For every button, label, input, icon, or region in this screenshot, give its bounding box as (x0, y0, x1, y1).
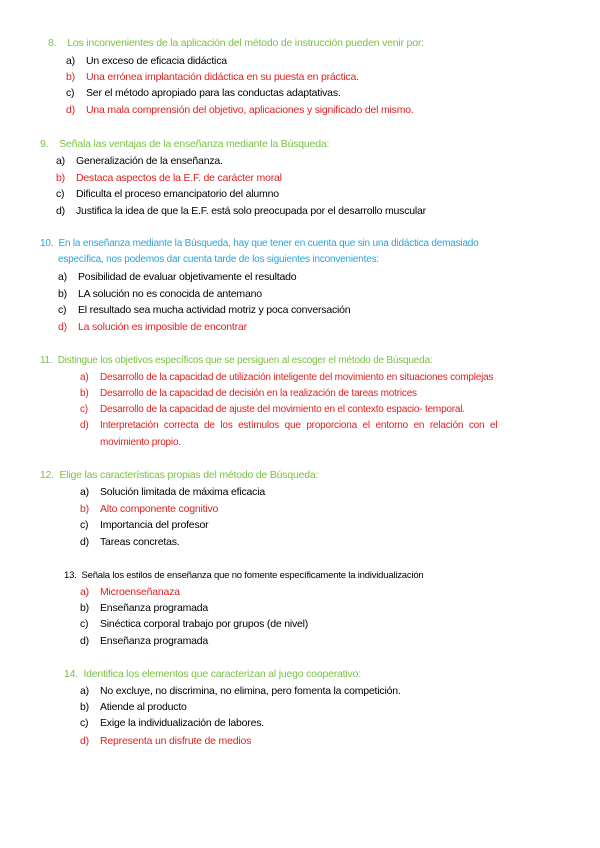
option-letter: b) (56, 172, 65, 184)
option-letter: a) (80, 372, 89, 383)
option-letter: c) (56, 188, 65, 200)
option-text: Solución limitada de máxima eficacia (100, 486, 265, 498)
question-text: Los inconvenientes de la aplicación del método de instrucción pueden venir por: (67, 37, 424, 49)
option-letter: d) (58, 321, 67, 333)
option-letter: a) (80, 486, 89, 498)
question-text-line2: específica, nos podemos dar cuenta tarde de los siguientes inconvenientes: (58, 254, 379, 265)
option-letter: c) (80, 717, 89, 729)
option-letter: c) (66, 87, 75, 99)
question-number: 14. (64, 668, 78, 680)
option-text: Un exceso de eficacia didáctica (86, 55, 227, 67)
option-letter: b) (80, 388, 89, 399)
option-letter: b) (80, 701, 89, 713)
question-number: 12. (40, 469, 54, 481)
option-text: LA solución no es conocida de antemano (78, 288, 262, 300)
option-letter: d) (80, 420, 89, 431)
option-letter: d) (66, 104, 75, 116)
option-text-line2: movimiento propio. (100, 437, 181, 448)
question-10-heading (40, 238, 479, 249)
option-letter: c) (58, 304, 67, 316)
option-letter: b) (58, 288, 67, 300)
option-letter: a) (58, 271, 67, 283)
question-12-heading (40, 469, 318, 481)
option-text: Tareas concretas. (100, 536, 180, 548)
question-number: 8. (48, 37, 57, 49)
option-text: Importancia del profesor (100, 519, 209, 531)
option-text: El resultado sea mucha actividad motriz y poca conversación (78, 304, 351, 316)
question-number: 10. (40, 238, 54, 249)
option-text: Posibilidad de evaluar objetivamente el resultado (78, 271, 297, 283)
option-text: La solución es imposible de encontrar (78, 321, 247, 333)
question-text: Distingue los objetivos específicos que se persiguen al escoger el método de Búsqueda: (57, 355, 433, 366)
question-number: 11. (40, 355, 53, 366)
question-text-line1: En la enseñanza mediante la Búsqueda, hay que tener en cuenta que sin una didáctica demasiado (58, 238, 479, 249)
option-text: Desarrollo de la capacidad de utilización inteligente del movimiento en situaciones complejas (100, 372, 494, 383)
option-letter: b) (80, 602, 89, 614)
option-text: Justifica la idea de que la E.F. está solo preocupada por el desarrollo muscular (76, 205, 426, 217)
option-text: Microenseñanaza (100, 586, 180, 598)
option-text: Enseñanza programada (100, 602, 209, 614)
option-text: Ser el método apropiado para las conductas adaptativas. (86, 87, 341, 99)
option-letter: c) (80, 519, 89, 531)
question-14-heading (64, 668, 361, 680)
question-13-heading (64, 570, 424, 581)
option-letter: a) (56, 155, 65, 167)
option-letter: d) (56, 205, 65, 217)
question-8-heading (48, 37, 424, 49)
option-letter: d) (80, 536, 89, 548)
question-10-heading-cont (58, 254, 379, 265)
option-text: Alto componente cognitivo (100, 503, 219, 515)
option-letter: a) (66, 55, 75, 67)
option-text: Dificulta el proceso emancipatorio del alumno (76, 188, 279, 200)
option-text: Exige la individualización de labores. (100, 717, 265, 729)
option-letter: b) (66, 71, 75, 83)
option-text: Una errónea implantación didáctica en su puesta en práctica. (86, 71, 359, 83)
option-text-line1: Interpretación correcta de los estímulos que proporciona el entorno en relación con el (100, 420, 498, 431)
option-text: Representa un disfrute de medios (100, 735, 252, 747)
option-letter: c) (80, 618, 89, 630)
option-letter: d) (80, 735, 89, 747)
option-text: Una mala comprensión del objetivo, aplicaciones y significado del mismo. (86, 104, 414, 116)
option-text: Atiende al producto (100, 701, 187, 713)
option-text: Generalización de la enseñanza. (76, 155, 223, 167)
option-letter: b) (80, 503, 89, 515)
question-number: 9. (40, 138, 49, 150)
option-text: Destaca aspectos de la E.F. de carácter moral (76, 172, 282, 184)
option-text: Enseñanza programada (100, 635, 209, 647)
question-text: Elige las características propias del método de Búsqueda: (59, 469, 319, 481)
option-text: Sinéctica corporal trabajo por grupos (de nivel) (100, 618, 309, 630)
question-text: Señala las ventajas de la enseñanza mediante la Búsqueda: (59, 138, 330, 150)
option-text: Desarrollo de la capacidad de ajuste del movimiento en el contexto espacio- temporal. (100, 404, 465, 415)
question-11-heading (40, 355, 432, 366)
option-letter: a) (80, 685, 89, 697)
question-9-heading (40, 138, 329, 150)
question-text: Señala los estilos de enseñanza que no fomente específicamente la individualización (81, 570, 424, 581)
option-letter: d) (80, 635, 89, 647)
option-letter: a) (80, 586, 89, 598)
question-text: Identifica los elementos que caracterizan al juego cooperativo: (83, 668, 361, 680)
option-text: Desarrollo de la capacidad de decisión en la realización de tareas motrices (100, 388, 417, 399)
option-letter: c) (80, 404, 88, 415)
question-number: 13. (64, 570, 77, 581)
option-text: No excluye, no discrimina, no elimina, pero fomenta la competición. (100, 685, 401, 697)
